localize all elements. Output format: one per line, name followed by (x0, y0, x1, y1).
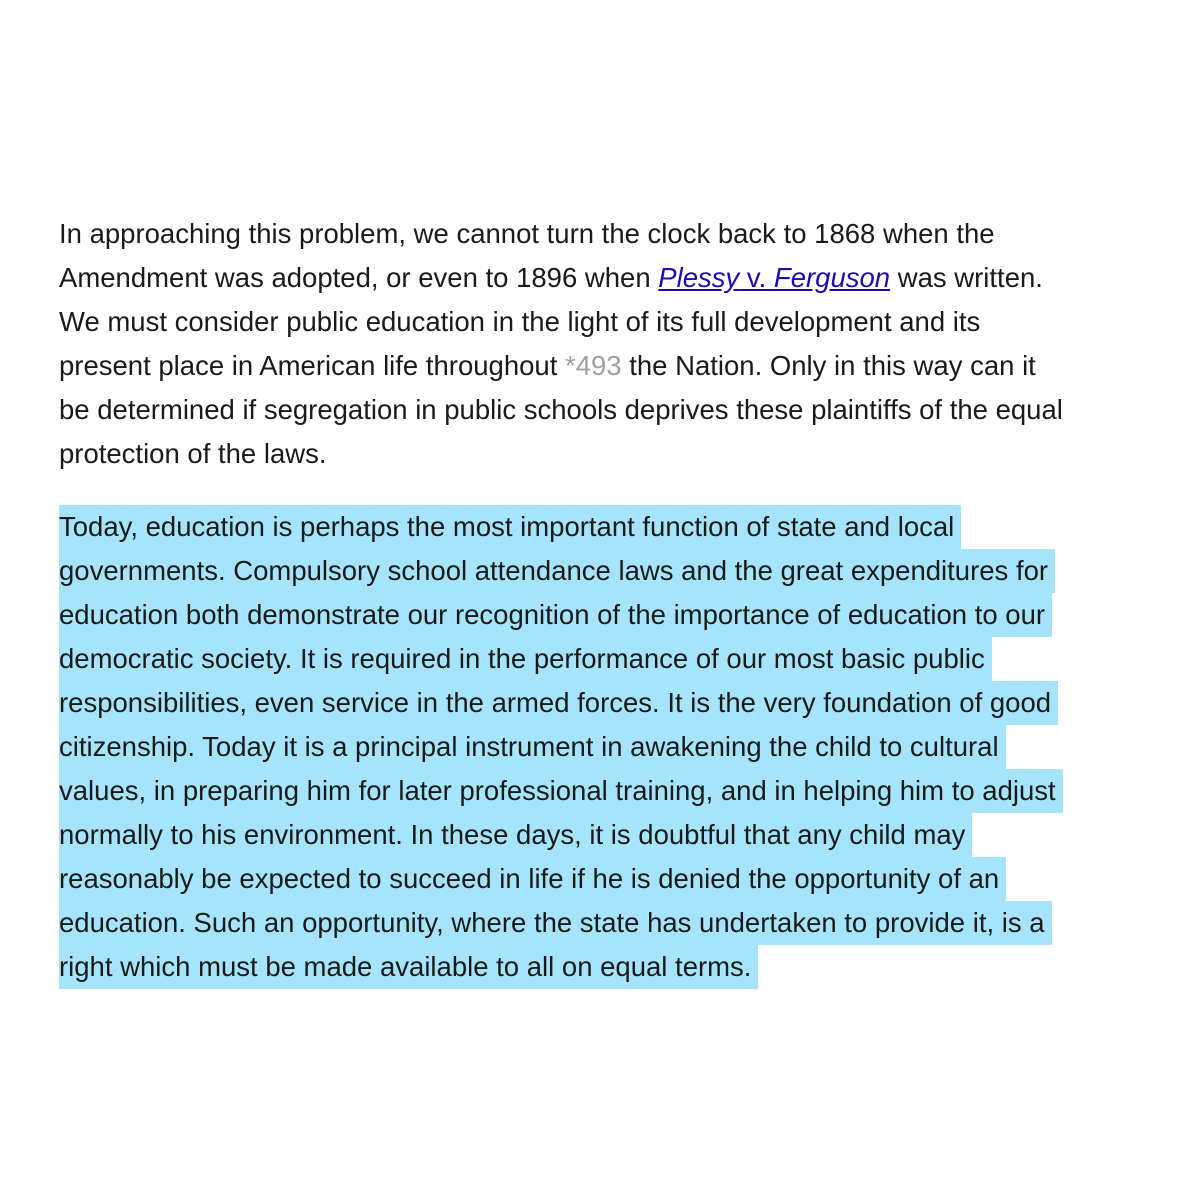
highlighted-text[interactable]: normally to his environment. In these days, it is doubtful that any child may (59, 813, 972, 857)
link-text: Ferguson (773, 262, 891, 293)
text-line (59, 725, 1169, 769)
text-line (59, 945, 1169, 989)
highlighted-text[interactable]: responsibilities, even service in the armed forces. It is the very foundation of good (59, 681, 1058, 725)
highlighted-text[interactable]: democratic society. It is required in the performance of our most basic public (59, 637, 992, 681)
text-line (59, 681, 1169, 725)
text-line (59, 549, 1169, 593)
text-line (59, 857, 1169, 901)
highlighted-text[interactable]: education. Such an opportunity, where the state has undertaken to provide it, is a (59, 901, 1052, 945)
text-line: In approaching this problem, we cannot turn the clock back to 1868 when the (59, 218, 995, 249)
highlighted-text[interactable]: reasonably be expected to succeed in life if he is denied the opportunity of an (59, 857, 1006, 901)
text-line (59, 769, 1169, 813)
text-line (59, 813, 1169, 857)
highlighted-text[interactable]: governments. Compulsory school attendance laws and the great expenditures for (59, 549, 1055, 593)
text-line (59, 256, 1169, 300)
text-line: We must consider public education in the light of its full development and its (59, 306, 981, 337)
text-line (59, 593, 1169, 637)
text-line (59, 344, 1169, 388)
highlighted-text[interactable]: right which must be made available to all on equal terms. (59, 945, 758, 989)
text-line (59, 901, 1169, 945)
text-line (59, 637, 1169, 681)
highlighted-text[interactable]: citizenship. Today it is a principal instrument in awakening the child to cultural (59, 725, 1006, 769)
plessy-v-ferguson-link[interactable] (658, 262, 890, 293)
page-marker: *493 (565, 350, 622, 381)
paragraph-history (59, 212, 1169, 476)
text-line (59, 505, 1169, 549)
text-segment: the Nation. Only in this way can it (621, 350, 1036, 381)
text-line: be determined if segregation in public schools deprives these plaintiffs of the equal (59, 394, 1063, 425)
text-segment: present place in American life throughout (59, 350, 565, 381)
paragraph-highlighted-selection[interactable] (59, 505, 1169, 989)
text-segment: Amendment was adopted, or even to 1896 when (59, 262, 659, 293)
link-text: v. (739, 262, 774, 293)
link-text: Plessy (658, 262, 740, 293)
highlighted-text[interactable]: values, in preparing him for later professional training, and in helping him to adjust (59, 769, 1063, 813)
text-line: protection of the laws. (59, 438, 327, 469)
highlighted-text[interactable]: education both demonstrate our recognition of the importance of education to our (59, 593, 1052, 637)
text-segment: was written. (890, 262, 1043, 293)
highlighted-text[interactable]: Today, education is perhaps the most important function of state and local (59, 505, 961, 549)
